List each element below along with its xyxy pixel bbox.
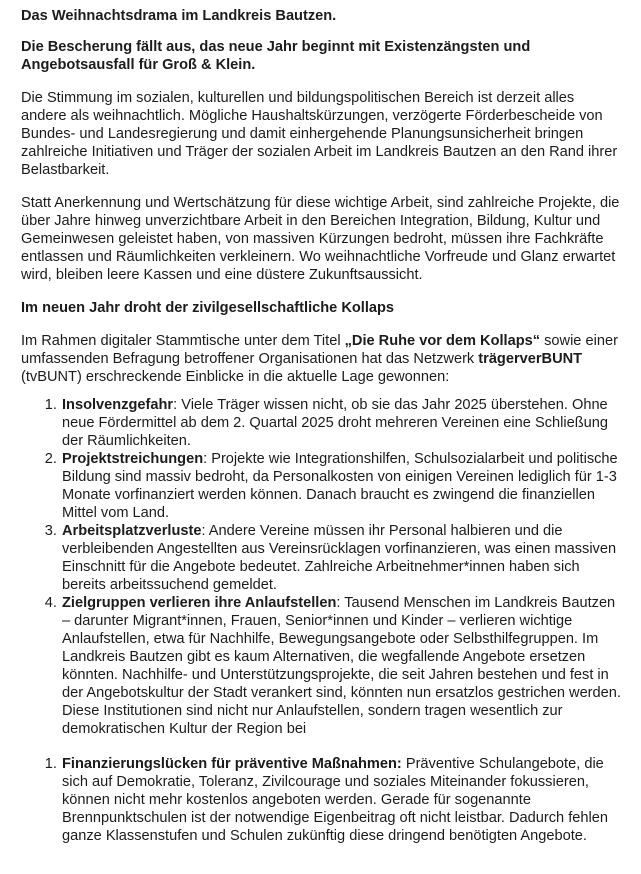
paragraph: Die Stimmung im sozialen, kulturellen und bildungspolitischen Bereich ist derzeit alles andere als weihnachtlich. Mögliche Haushaltskürzungen, verzögerte Förderbescheide von Bundes- und Landesregierung und damit einhergehende Planungsunsicherheit bringen zahlreiche Initiativen und Träger der sozialen Arbeit im Landkreis Bautzen an den Rand ihrer Belastbarkeit. — [21, 90, 618, 178]
intro-paragraph — [21, 332, 623, 386]
paragraph: Statt Anerkennung und Wertschätzung für diese wichtige Arbeit, sind zahlreiche Projekte, die über Jahre hinweg unverzichtbare Arbeit in den Bereichen Integration, Bildung, Kultur und Gemeinwesen geleistet haben, von massiven Kürzungen bedroht, müssen ihre Fachkräfte entlassen und Räumlichkeiten verkleinern. Wo weihnachtliche Vorfreude und Glanz erwartet wird, bleiben leere Kassen und eine düstere Zukunftsaussicht. — [21, 195, 620, 283]
list-item-term: Arbeitsplatzverluste — [62, 523, 202, 539]
document-title: Das Weihnachtsdrama im Landkreis Bautzen. — [21, 8, 337, 24]
list-item-text: : Tausend Menschen im Landkreis Bautzen – darunter Migrant*innen, Frauen, Senior*innen und Kinder – verlieren wichtige Anlaufstellen, etwa für Nachhilfe, Bewegungsangebote oder Selbsthilfegruppen. Im Landkreis Bautzen gibt es kaum Alternativen, die wegfallende Angebote ersetzen könnten. Nachhilfe- und Unterstützungsprojekte, die seit Jahren bestehen und fest in der Angebotskultur der Stadt verankert sind, könnten nun ersatzlos gestrichen werden. Diese Institutionen sind nicht nur Anlaufstellen, sondern tragen wesentlich zur demokratischen Kultur der Region bei — [62, 595, 621, 737]
list-item-term: Zielgruppen verlieren ihre Anlaufstellen — [62, 595, 337, 611]
list-item-text: : Viele Träger wissen nicht, ob sie das Jahr 2025 überstehen. Ohne neue Fördermittel ab dem 2. Quartal 2025 droht mehreren Vereinen eine Schließung der Räumlichkeiten. — [62, 397, 608, 449]
document-subtitle: Die Bescherung fällt aus, das neue Jahr beginnt mit Existenzängsten und Angebotsausfall für Groß & Klein. — [21, 39, 531, 73]
intro-text: Im Rahmen digitaler Stammtische unter dem Titel — [21, 333, 345, 349]
list-item-term: Insolvenzgefahr — [62, 397, 174, 413]
list-item-text: : Projekte wie Integrationshilfen, Schulsozialarbeit und politische Bildung sind massiv bedroht, da Personalkosten von einigen Vereinen lediglich für 1-3 Monate vorfinanziert werden können. Danach braucht es zwingend die finanziellen Mittel vom Land. — [62, 451, 618, 521]
intro-text: (tvBUNT) erschreckende Einblicke in die aktuelle Lage gewonnen: — [21, 369, 450, 385]
intro-text: sowie einer umfassenden Befragung betroffener Organisationen hat das Netzwerk — [21, 333, 618, 367]
list-item-term: Finanzierungslücken für präventive Maßnahmen: — [62, 756, 402, 772]
list-item-text: : Andere Vereine müssen ihr Personal halbieren und die verbleibenden Angestellten aus Vereinsrücklagen vorfinanzieren, was einen massiven Einschnitt für die Angebote bedeutet. Zahlreiche Arbeitnehmer*innen haben sich bereits arbeitssuchend gemeldet. — [62, 523, 617, 593]
list-item — [61, 396, 623, 450]
numbered-list — [21, 755, 623, 845]
list-item — [61, 450, 623, 522]
list-item — [61, 522, 623, 594]
section-heading: Im neuen Jahr droht der zivilgesellschaftliche Kollaps — [21, 300, 395, 316]
numbered-list — [21, 396, 623, 738]
stammtisch-title: „Die Ruhe vor dem Kollaps“ — [344, 333, 541, 349]
list-item-term: Projektstreichungen — [62, 451, 204, 467]
list-item — [61, 594, 623, 738]
list-item — [61, 755, 623, 845]
list-item-text: Präventive Schulangebote, die sich auf Demokratie, Toleranz, Zivilcourage und soziales Miteinander fokussieren, können nicht mehr kostenlos angeboten werden. Gerade für sogenannte Brennpunktschulen ist der notwendige Eigenbeitrag oft nicht leistbar. Dadurch fehlen ganze Klassenstufen und Schulen zukünftig diese dringend benötigten Angebote. — [62, 756, 608, 844]
network-name: trägerverBUNT — [478, 351, 583, 367]
